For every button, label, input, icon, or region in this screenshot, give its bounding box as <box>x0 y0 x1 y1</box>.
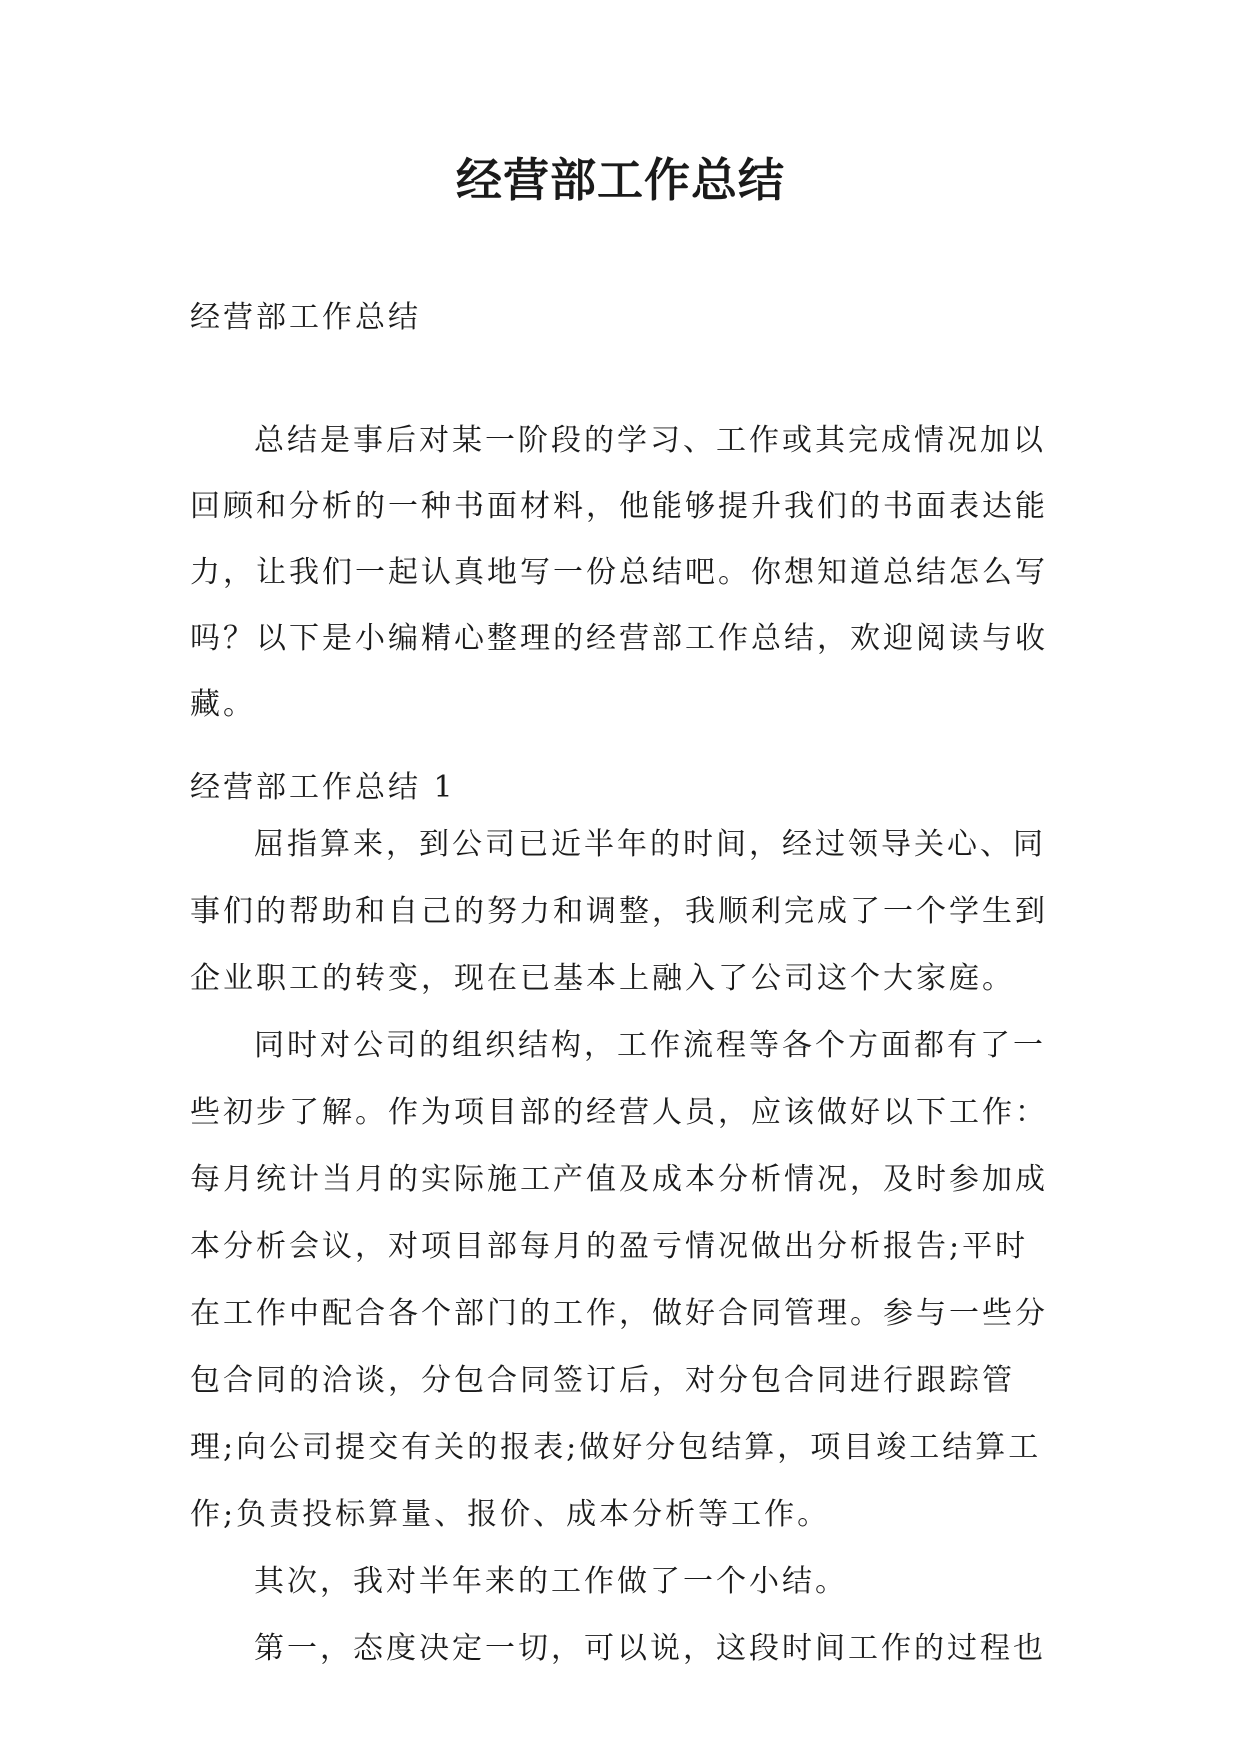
section-body <box>190 811 1050 1682</box>
body-paragraph: 其次，我对半年来的工作做了一个小结。 <box>254 1564 848 1599</box>
body-paragraph: 第一，态度决定一切，可以说，这段时间工作的过程也 <box>254 1631 1046 1666</box>
document-title: 经营部工作总结 <box>456 153 785 207</box>
intro-paragraph: 总结是事后对某一阶段的学习、工作或其完成情况加以回顾和分析的一种书面材料，他能够提升我们的书面表达能力，让我们一起认真地写一份总结吧。你想知道总结怎么写吗？以下是小编精心整理的经营部工作总结，欢迎阅读与收藏。 <box>190 423 1048 722</box>
body-paragraph: 屈指算来，到公司已近半年的时间，经过领导关心、同事们的帮助和自己的努力和调整，我顺利完成了一个学生到企业职工的转变，现在已基本上融入了公司这个大家庭。 <box>190 827 1048 996</box>
document-subtitle: 经营部工作总结 <box>190 300 421 335</box>
section-heading: 经营部工作总结 1 <box>190 770 456 805</box>
body-paragraph: 同时对公司的组织结构，工作流程等各个方面都有了一些初步了解。作为项目部的经营人员，应该做好以下工作：每月统计当月的实际施工产值及成本分析情况，及时参加成本分析会议，对项目部每月的盈亏情况做出分析报告;平时在工作中配合各个部门的工作，做好合同管理。参与一些分包合同的洽谈，分包合同签订后，对分包合同进行跟踪管理;向公司提交有关的报表;做好分包结算，项目竣工结算工作;负责投标算量、报价、成本分析等工作。 <box>190 1028 1048 1532</box>
